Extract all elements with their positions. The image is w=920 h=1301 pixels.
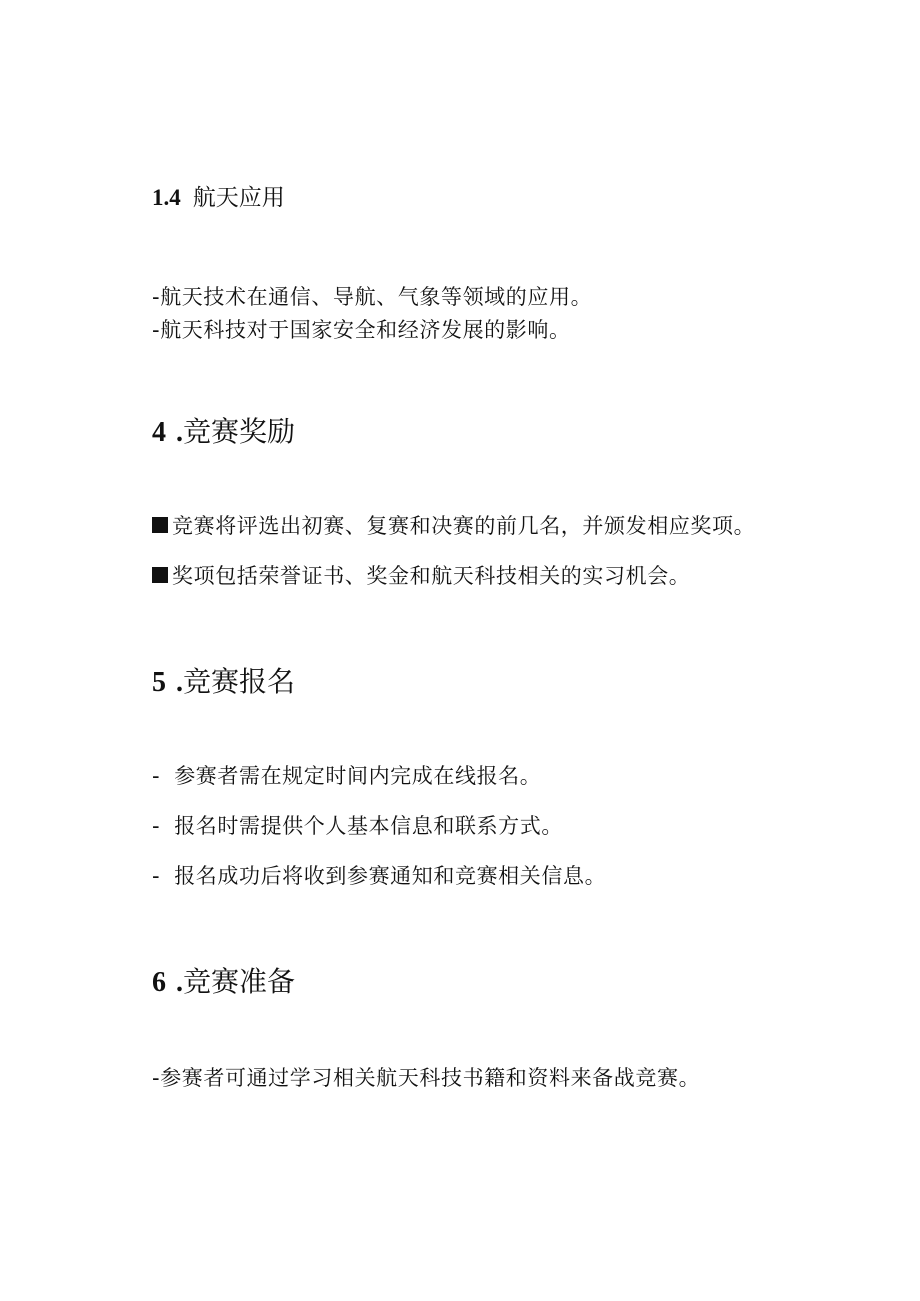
heading-title: 竞赛奖励 [183,415,296,448]
square-bullet-icon [152,517,168,533]
section-heading-4: 4 .竞赛奖励 [152,415,296,448]
heading-title: 竞赛报名 [183,665,296,698]
dash-marker: - [152,764,161,788]
list-item: - 参赛者需在规定时间内完成在线报名。 [152,764,542,788]
dash-marker: - [152,864,161,888]
list-item: -航天科技对于国家安全和经济发展的影响。 [152,318,571,342]
list-item: 竞赛将评选出初赛、复赛和决赛的前几名，并颁发相应奖项。 [152,516,755,537]
list-item: - 报名成功后将收到参赛通知和竞赛相关信息。 [152,864,607,888]
heading-number: 5 [152,667,166,698]
list-item: - 报名时需提供个人基本信息和联系方式。 [152,814,563,838]
square-bullet-icon [152,567,168,583]
heading-number: 6 [152,967,166,998]
section-heading-6: 6 .竞赛准备 [152,965,296,998]
section-heading-1-4 [152,186,285,210]
heading-number: 4 [152,417,166,448]
section-heading-5: 5 .竞赛报名 [152,665,296,698]
dash-marker: - [152,814,161,838]
heading-number: 1.4 [152,185,181,210]
dash-marker: - [152,285,161,309]
dash-marker: - [152,1066,161,1090]
list-item: -航天技术在通信、导航、气象等领域的应用。 [152,285,593,309]
heading-title: 竞赛准备 [183,965,296,998]
list-item: 奖项包括荣誉证书、奖金和航天科技相关的实习机会。 [152,566,690,587]
dash-marker: - [152,318,161,342]
heading-title: 航天应用 [192,185,285,211]
list-item: -参赛者可通过学习相关航天科技书籍和资料来备战竞赛。 [152,1066,701,1090]
